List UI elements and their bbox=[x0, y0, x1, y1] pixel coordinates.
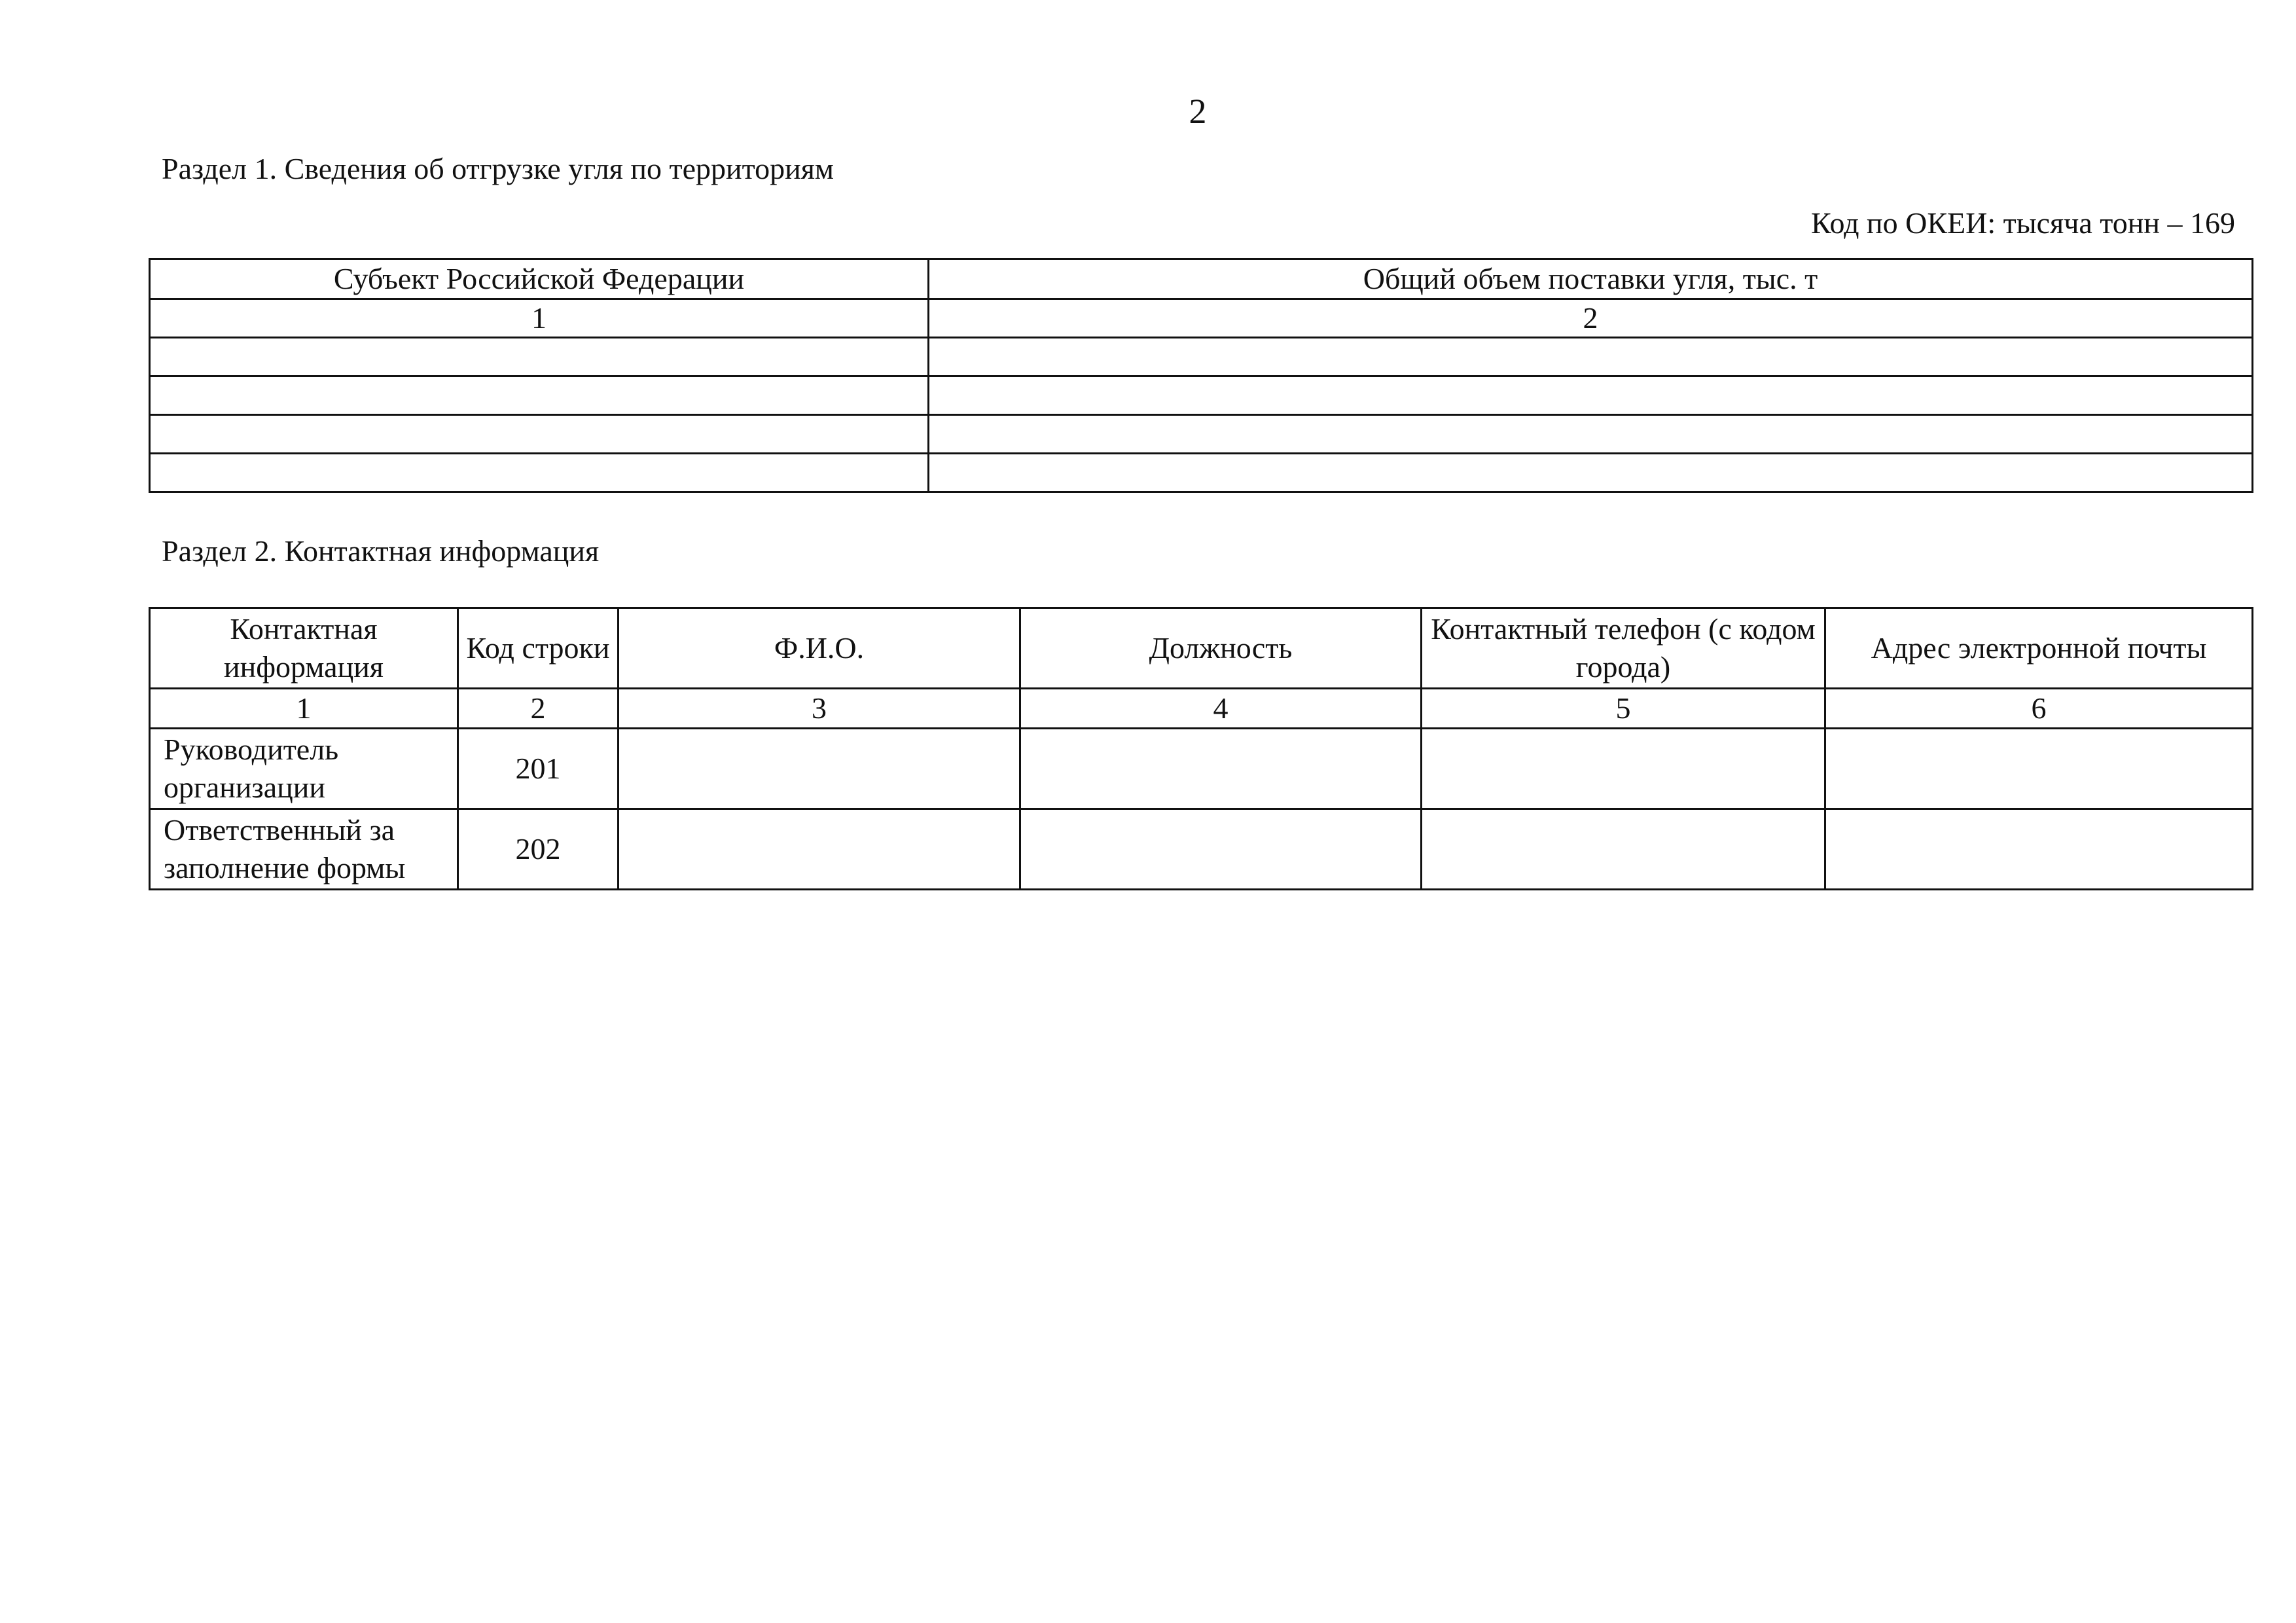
header-phone: Контактный телефон (с кодом города) bbox=[1422, 608, 1825, 689]
email-cell[interactable] bbox=[1825, 809, 2253, 890]
header-total-volume: Общий объем поставки угля, тыс. т bbox=[929, 259, 2253, 299]
phone-cell[interactable] bbox=[1422, 729, 1825, 809]
phone-cell[interactable] bbox=[1422, 809, 1825, 890]
region-cell[interactable] bbox=[150, 454, 929, 492]
column-numbers-row bbox=[150, 689, 2253, 729]
full-name-cell[interactable] bbox=[619, 809, 1020, 890]
page-number: 2 bbox=[1189, 92, 1207, 131]
column-numbers-row bbox=[150, 299, 2253, 338]
shipments-table bbox=[149, 258, 2253, 493]
position-cell[interactable] bbox=[1020, 729, 1422, 809]
table-row bbox=[150, 338, 2253, 376]
email-cell[interactable] bbox=[1825, 729, 2253, 809]
okei-code: Код по ОКЕИ: тысяча тонн – 169 bbox=[1811, 206, 2235, 240]
row-code: 202 bbox=[458, 809, 619, 890]
volume-cell[interactable] bbox=[929, 338, 2253, 376]
column-number: 1 bbox=[150, 299, 929, 338]
table-row bbox=[150, 809, 2253, 890]
column-number: 5 bbox=[1422, 689, 1825, 729]
contact-role-label: Руководитель организации bbox=[150, 729, 458, 809]
table-row bbox=[150, 729, 2253, 809]
column-number: 1 bbox=[150, 689, 458, 729]
region-cell[interactable] bbox=[150, 376, 929, 415]
volume-cell[interactable] bbox=[929, 454, 2253, 492]
volume-cell[interactable] bbox=[929, 415, 2253, 454]
contact-role-label: Ответственный за заполнение формы bbox=[150, 809, 458, 890]
header-email: Адрес электронной почты bbox=[1825, 608, 2253, 689]
volume-cell[interactable] bbox=[929, 376, 2253, 415]
table-row bbox=[150, 376, 2253, 415]
column-number: 2 bbox=[929, 299, 2253, 338]
header-row-code: Код строки bbox=[458, 608, 619, 689]
header-full-name: Ф.И.О. bbox=[619, 608, 1020, 689]
table-row bbox=[150, 415, 2253, 454]
table-header-row bbox=[150, 608, 2253, 689]
table-row bbox=[150, 454, 2253, 492]
full-name-cell[interactable] bbox=[619, 729, 1020, 809]
position-cell[interactable] bbox=[1020, 809, 1422, 890]
header-contact-info: Контактная информация bbox=[150, 608, 458, 689]
column-number: 2 bbox=[458, 689, 619, 729]
section1-title: Раздел 1. Сведения об отгрузке угля по территориям bbox=[162, 152, 834, 185]
row-code: 201 bbox=[458, 729, 619, 809]
section2-title: Раздел 2. Контактная информация bbox=[162, 534, 600, 568]
region-cell[interactable] bbox=[150, 415, 929, 454]
column-number: 4 bbox=[1020, 689, 1422, 729]
column-number: 3 bbox=[619, 689, 1020, 729]
column-number: 6 bbox=[1825, 689, 2253, 729]
contacts-table bbox=[149, 607, 2253, 890]
region-cell[interactable] bbox=[150, 338, 929, 376]
header-region: Субъект Российской Федерации bbox=[150, 259, 929, 299]
header-position: Должность bbox=[1020, 608, 1422, 689]
table-header-row bbox=[150, 259, 2253, 299]
